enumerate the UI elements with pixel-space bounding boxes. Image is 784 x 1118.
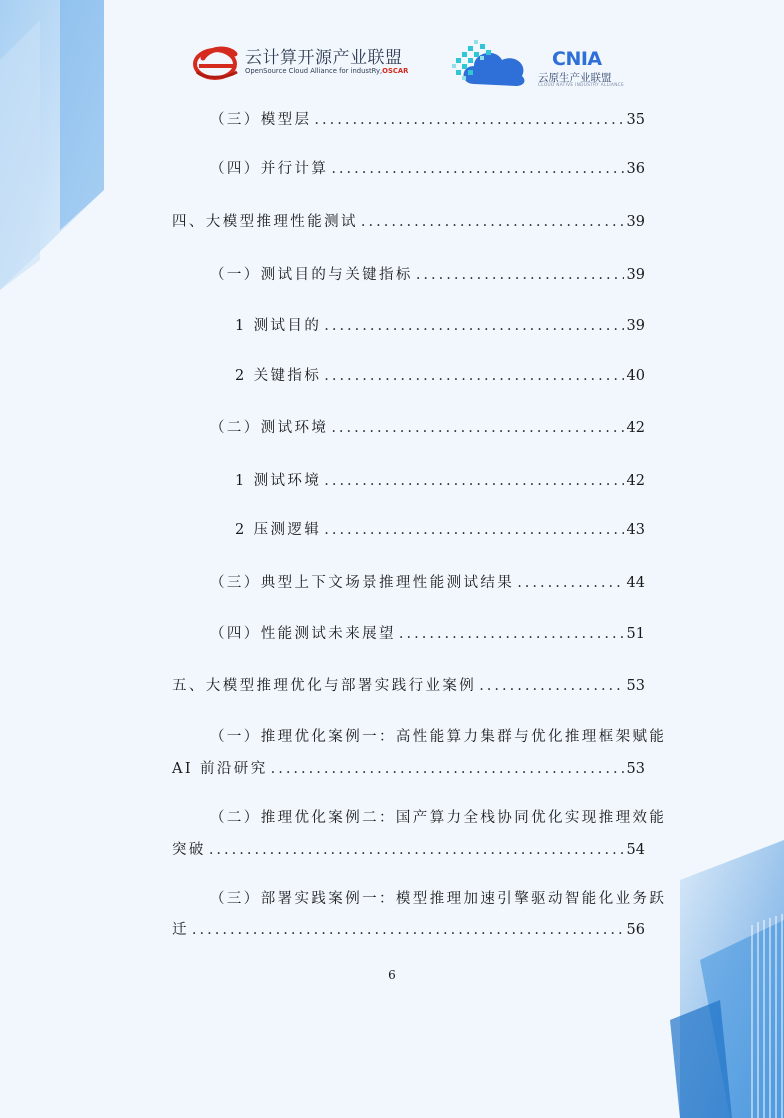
toc-entry[interactable] <box>172 212 645 232</box>
toc-entry-title: 五、大模型推理优化与部署实践行业案例 <box>172 678 477 694</box>
toc-leader-dots <box>331 159 623 179</box>
page-number: 6 <box>388 968 396 982</box>
toc-entry[interactable] <box>235 366 645 386</box>
toc-leader-dots <box>517 573 623 593</box>
toc-entry-title: 1 测试环境 <box>235 473 322 489</box>
toc-page-number: 35 <box>626 112 645 128</box>
toc-entry-title: 2 压测逻辑 <box>235 522 322 538</box>
cnia-logo <box>452 40 632 90</box>
toc-entry[interactable] <box>210 418 645 438</box>
oscar-title: 云计算开源产业联盟 <box>245 48 403 68</box>
oscar-logo <box>193 42 409 82</box>
page-header <box>0 0 784 100</box>
toc-page-number: 40 <box>626 368 645 384</box>
cnia-name-en: CLOUD NATIVE INDUSTRY ALLIANCE <box>538 83 625 88</box>
toc-page-number: 39 <box>626 214 645 230</box>
toc-entry[interactable] <box>210 573 645 593</box>
toc-page-number: 54 <box>626 842 645 858</box>
oscar-emblem-icon <box>193 42 241 82</box>
toc-leader-dots <box>361 212 624 232</box>
toc-leader-dots <box>314 110 623 130</box>
cnia-name-cn: 云原生产业联盟 <box>538 72 612 84</box>
toc-page-number: 56 <box>626 922 645 938</box>
toc-entry[interactable] <box>172 840 645 860</box>
toc-entry-title: （二）测试环境 <box>210 420 329 436</box>
oscar-subtitle: OpenSource Cloud Alliance for industRy,OSCAR <box>245 67 409 75</box>
toc-page-number: 53 <box>626 761 645 777</box>
toc-entry-title: （三）典型上下文场景推理性能测试结果 <box>210 575 515 591</box>
toc-entry-title: （四）并行计算 <box>210 161 329 177</box>
toc-entry[interactable] <box>210 265 645 285</box>
toc-leader-dots <box>324 366 623 386</box>
toc-page-number: 43 <box>626 522 645 538</box>
toc-entry[interactable] <box>235 316 645 336</box>
toc-leader-dots <box>324 316 623 336</box>
toc-leader-dots <box>209 840 624 860</box>
toc-entry-title-line1[interactable]: （一）推理优化案例一：高性能算力集群与优化推理框架赋能 <box>210 729 667 745</box>
toc-page-number: 44 <box>626 575 645 591</box>
toc-entry[interactable] <box>172 676 645 696</box>
cnia-brand: CNIA <box>552 48 602 70</box>
toc-page-number: 36 <box>626 161 645 177</box>
toc-entry-title-line1[interactable]: （三）部署实践案例一：模型推理加速引擎驱动智能化业务跃 <box>210 891 667 907</box>
toc-leader-dots <box>331 418 623 438</box>
toc-entry-title: 1 测试目的 <box>235 318 322 334</box>
toc-page-number: 53 <box>626 678 645 694</box>
cloud-pixel-icon <box>452 40 530 88</box>
toc-entry[interactable] <box>210 110 645 130</box>
toc-entry[interactable] <box>210 159 645 179</box>
toc-entry-title: （三）模型层 <box>210 112 312 128</box>
toc-leader-dots <box>479 676 623 696</box>
toc-leader-dots <box>416 265 624 285</box>
toc-entry[interactable] <box>172 759 645 779</box>
toc-entry-title-line2: 迁 <box>172 922 189 938</box>
toc-page-number: 39 <box>626 267 645 283</box>
toc-entry[interactable] <box>172 920 645 940</box>
toc-entry-title: （四）性能测试未来展望 <box>210 626 396 642</box>
toc-entry-title-line2: 突破 <box>172 842 206 858</box>
toc-leader-dots <box>399 624 624 644</box>
toc-page-number: 39 <box>626 318 645 334</box>
toc-leader-dots <box>192 920 624 940</box>
toc-entry[interactable] <box>235 520 645 540</box>
toc-entry-title: 四、大模型推理性能测试 <box>172 214 358 230</box>
toc-entry-title-line1[interactable]: （二）推理优化案例二：国产算力全栈协同优化实现推理效能 <box>210 810 667 826</box>
toc-page-number: 42 <box>626 420 645 436</box>
toc-page-number: 42 <box>626 473 645 489</box>
toc-page-number: 51 <box>626 626 645 642</box>
toc-entry[interactable] <box>210 624 645 644</box>
toc-leader-dots <box>271 759 624 779</box>
toc-entry-title: 2 关键指标 <box>235 368 322 384</box>
toc-entry[interactable] <box>235 471 645 491</box>
toc-leader-dots <box>324 471 623 491</box>
toc-leader-dots <box>324 520 623 540</box>
toc-entry-title: （一）测试目的与关键指标 <box>210 267 413 283</box>
toc-entry-title-line2: AI 前沿研究 <box>172 761 268 777</box>
